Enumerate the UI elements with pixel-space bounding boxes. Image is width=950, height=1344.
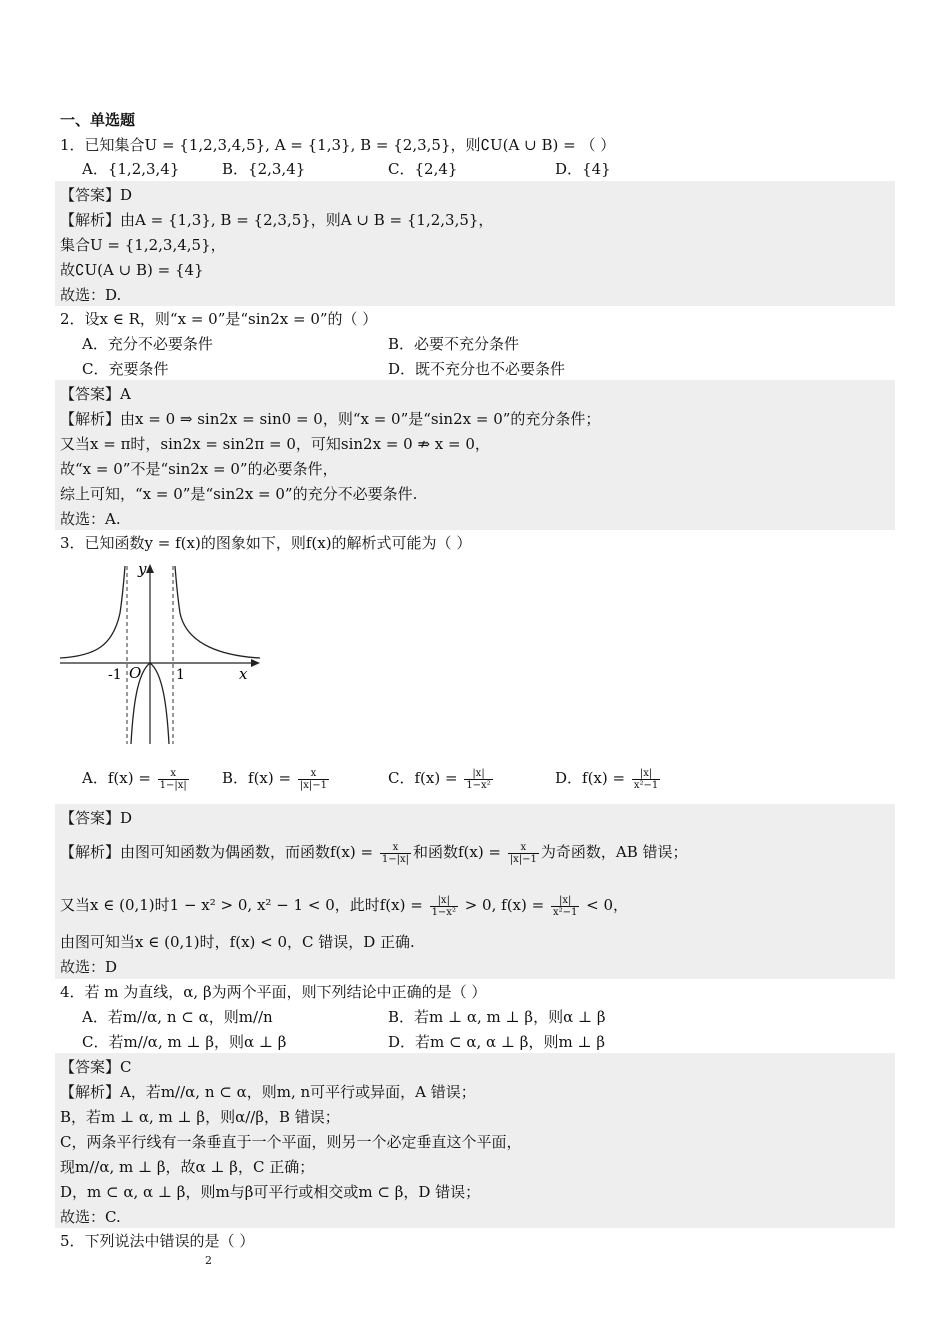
- q3-analysis-line-4: 故选：D: [60, 958, 118, 976]
- q4-analysis-line: C，两条平行线有一条垂直于一个平面，则另一个必定垂直这个平面，: [60, 1133, 522, 1151]
- q1-stem: 1．已知集合U = {1,2,3,4,5}, A = {1,3}, B = {2,3,5}，则∁U(A ∪ B) = （ ）: [60, 136, 616, 154]
- analysis-text: 【解析】由图可知函数为偶函数，而函数f(x) =: [60, 843, 378, 861]
- q4-option-b: B．若m ⊥ α, m ⊥ β，则α ⊥ β: [388, 1008, 606, 1026]
- q2-answer: 【答案】A: [60, 385, 131, 403]
- q3-answer: 【答案】D: [60, 809, 133, 827]
- y-axis-arrow: [146, 564, 154, 573]
- x-axis-arrow: [251, 659, 260, 667]
- q3-analysis-line-3: 由图可知当x ∈ (0,1)时，f(x) < 0，C 错误，D 正确.: [60, 933, 415, 951]
- analysis-text: 为奇函数，AB 错误；: [540, 843, 688, 861]
- frac-numerator: x: [298, 768, 329, 780]
- frac-numerator: x: [158, 768, 189, 780]
- q1-analysis-line: 集合U = {1,2,3,4,5}，: [60, 236, 226, 254]
- analysis-frac: [430, 895, 458, 918]
- graph-label-neg-one: -1: [108, 667, 122, 683]
- q4-analysis-line: D，m ⊂ α, α ⊥ β，则m与β可平行或相交或m ⊂ β，D 错误；: [60, 1183, 481, 1201]
- q3-analysis-line-1: [60, 840, 688, 865]
- q1-option-b: B．{2,3,4}: [222, 160, 306, 178]
- analysis-frac: [380, 842, 411, 865]
- q3-option-a: [82, 766, 191, 791]
- frac-denominator: x²−1: [552, 906, 578, 918]
- q4-analysis-line: 【解析】A，若m//α, n ⊂ α，则m, n可平行或异面，A 错误；: [60, 1083, 476, 1101]
- frac-numerator: |x|: [430, 895, 458, 907]
- q1-analysis-line: 【解析】由A = {1,3}, B = {2,3,5}，则A ∪ B = {1,2,3,5}，: [60, 211, 494, 229]
- graph-label-one: 1: [176, 667, 185, 683]
- q4-option-a: A．若m//α, n ⊂ α，则m//n: [82, 1008, 273, 1026]
- q2-analysis-line: 故选：A.: [60, 510, 121, 528]
- q4-analysis-line: B，若m ⊥ α, m ⊥ β，则α//β，B 错误；: [60, 1108, 340, 1126]
- frac-numerator: |x|: [464, 768, 492, 780]
- q3-option-a-frac: [158, 768, 189, 791]
- frac-denominator: 1−|x|: [381, 853, 409, 865]
- frac-denominator: |x|−1: [509, 853, 537, 865]
- q1-option-c: C．{2,4}: [388, 160, 458, 178]
- analysis-text: 和函数f(x) =: [412, 843, 506, 861]
- q2-option-c: C．充要条件: [82, 360, 169, 378]
- q2-analysis-line: 综上可知，“x = 0”是“sin2x = 0”的充分不必要条件.: [60, 485, 418, 503]
- q1-answer: 【答案】D: [60, 186, 133, 204]
- frac-numerator: x: [380, 842, 411, 854]
- q4-analysis-line: 故选：C.: [60, 1208, 121, 1226]
- q5-stem: 5．下列说法中错误的是（ ）: [60, 1232, 255, 1250]
- analysis-text: > 0, f(x) =: [459, 896, 549, 914]
- q4-stem: 4．若 m 为直线，α, β为两个平面，则下列结论中正确的是（ ）: [60, 983, 487, 1001]
- q2-option-b: B．必要不充分条件: [388, 335, 520, 353]
- q3-option-b-frac: [298, 768, 329, 791]
- q2-analysis-line: 【解析】由x = 0 ⇒ sin2x = sin0 = 0，则“x = 0”是“sin2x = 0”的充分条件；: [60, 410, 601, 428]
- q2-analysis-line: 故“x = 0”不是“sin2x = 0”的必要条件，: [60, 460, 338, 478]
- analysis-frac: [508, 842, 539, 865]
- q3-option-d-frac: [632, 768, 660, 791]
- frac-numerator: |x|: [632, 768, 660, 780]
- q3-option-c: [388, 766, 495, 791]
- q1-option-a: A．{1,2,3,4}: [82, 160, 180, 178]
- q4-option-d: D．若m ⊂ α, α ⊥ β，则m ⊥ β: [388, 1033, 606, 1051]
- q3-option-b: [222, 766, 331, 791]
- frac-denominator: 1−|x|: [159, 779, 187, 791]
- q3-option-d-label: D．f(x) =: [555, 769, 630, 787]
- q3-option-d: [555, 766, 662, 791]
- analysis-text: < 0，: [581, 896, 629, 914]
- graph-label-y: y: [138, 560, 147, 578]
- q2-analysis-line: 又当x = π时，sin2x = sin2π = 0，可知sin2x = 0 ⇏ x = 0，: [60, 435, 490, 453]
- graph-label-origin: O: [129, 664, 142, 682]
- q3-analysis-line-2: [60, 893, 628, 918]
- q3-stem: 3．已知函数y = f(x)的图象如下，则f(x)的解析式可能为（ ）: [60, 534, 472, 552]
- section-title: 一、单选题: [60, 111, 136, 129]
- analysis-text: 又当x ∈ (0,1)时1 − x² > 0, x² − 1 < 0，此时f(x) =: [60, 896, 428, 914]
- q2-option-a: A．充分不必要条件: [82, 335, 213, 353]
- q4-answer: 【答案】C: [60, 1058, 132, 1076]
- q1-analysis-line: 故选：D.: [60, 286, 122, 304]
- analysis-frac: [551, 895, 579, 918]
- frac-numerator: |x|: [551, 895, 579, 907]
- frac-denominator: x²−1: [633, 779, 659, 791]
- frac-denominator: |x|−1: [299, 779, 327, 791]
- graph-label-x: x: [239, 665, 248, 683]
- curve-left-outer: [60, 566, 125, 658]
- q2-option-d: D．既不充分也不必要条件: [388, 360, 566, 378]
- frac-denominator: 1−x²: [431, 906, 456, 918]
- q1-analysis-line: 故∁U(A ∪ B) = {4}: [60, 261, 204, 279]
- curve-right-outer: [175, 566, 260, 658]
- page-number: 2: [205, 1254, 212, 1267]
- q2-stem: 2．设x ∈ R，则“x = 0”是“sin2x = 0”的（ ）: [60, 310, 378, 328]
- q4-analysis-line: 现m//α, m ⊥ β，故α ⊥ β，C 正确；: [60, 1158, 315, 1176]
- q3-option-c-frac: [464, 768, 492, 791]
- q3-option-b-label: B．f(x) =: [222, 769, 296, 787]
- function-graph: [55, 558, 265, 748]
- q1-option-d: D．{4}: [555, 160, 611, 178]
- q4-option-c: C．若m//α, m ⊥ β，则α ⊥ β: [82, 1033, 287, 1051]
- q3-option-c-label: C．f(x) =: [388, 769, 463, 787]
- q3-option-a-label: A．f(x) =: [82, 769, 156, 787]
- frac-numerator: x: [508, 842, 539, 854]
- frac-denominator: 1−x²: [466, 779, 491, 791]
